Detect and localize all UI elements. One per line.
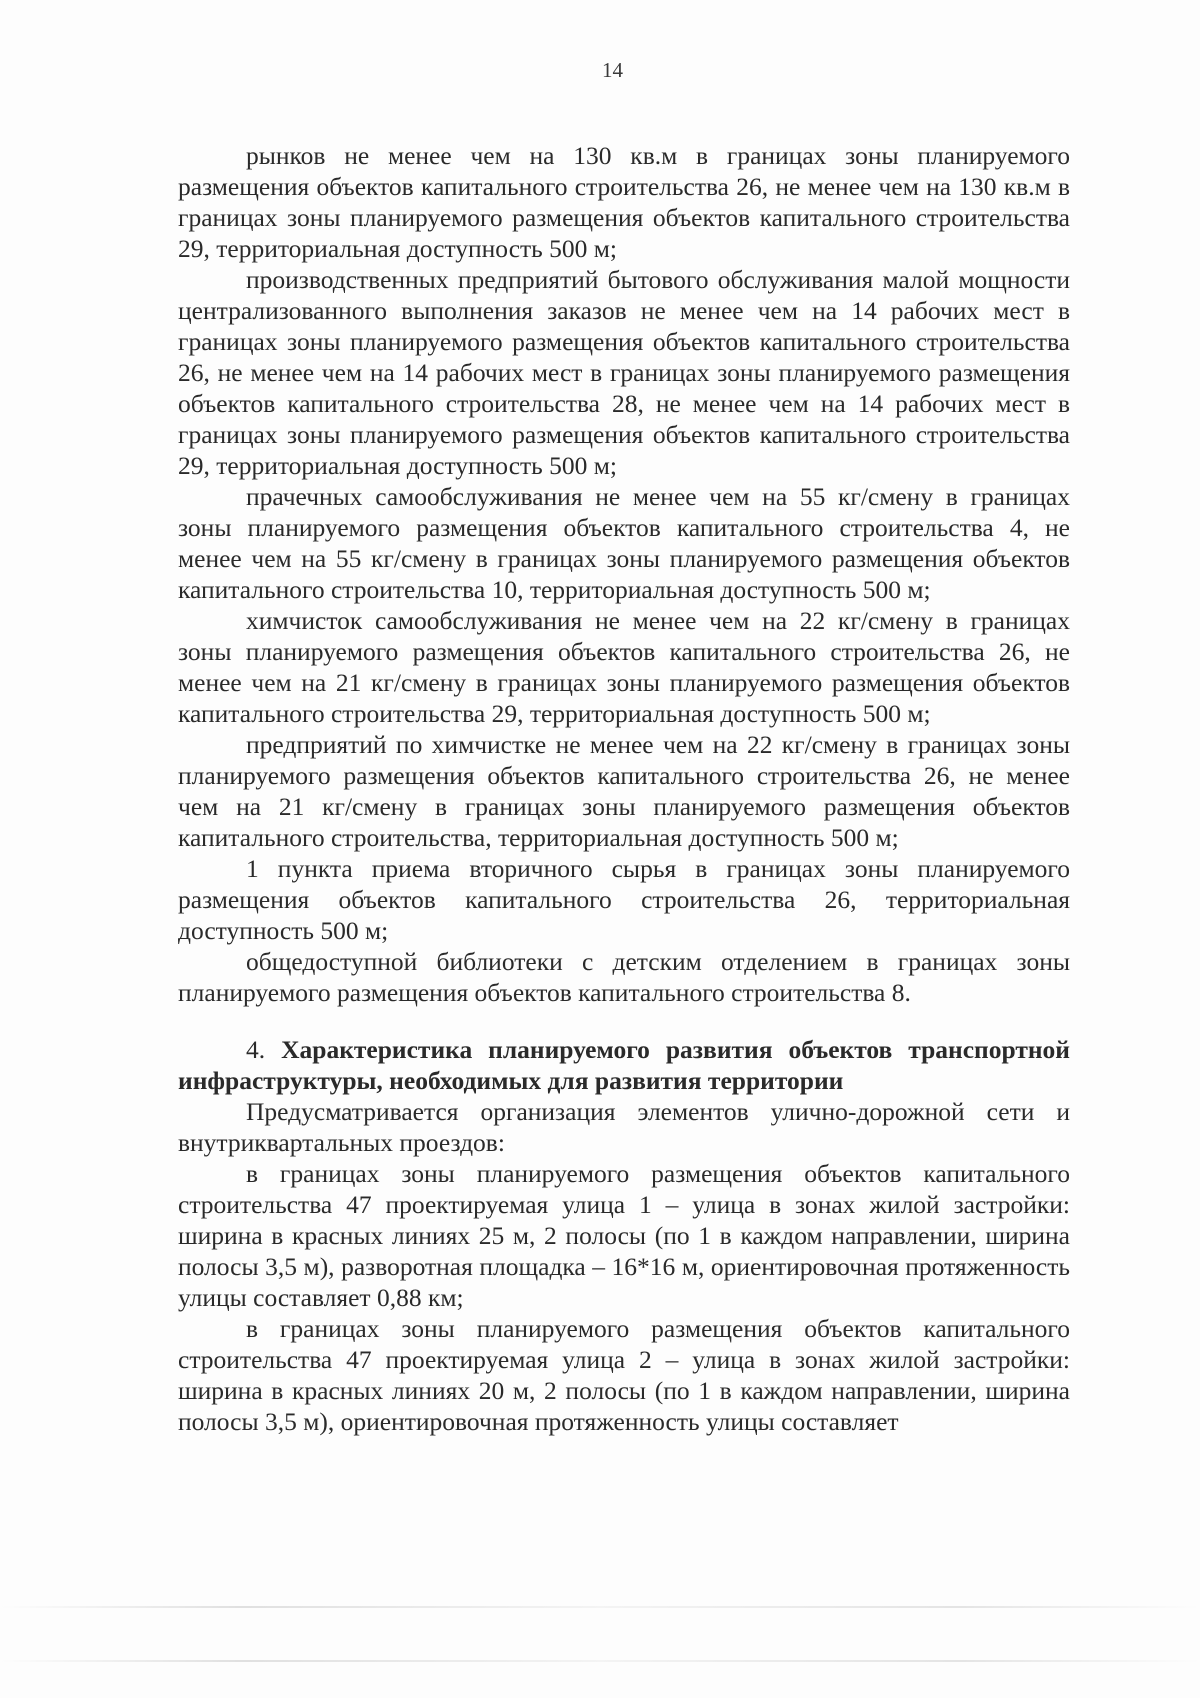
paragraph-laundries: прачечных самообслуживания не менее чем на 55 кг/смену в границах зоны планируемого размещения объектов капитального строительства 4, не менее чем на 55 кг/смену в границах зоны планируемого размещения объектов капитального строительства 10, территориальная доступность 500 м; [178,482,1070,604]
document-body [178,140,1070,1437]
scan-artifact-line [0,1660,1200,1662]
scan-artifact-line [0,1606,1200,1608]
paragraph-self-service-dry-cleaning: химчисток самообслуживания не менее чем на 22 кг/смену в границах зоны планируемого размещения объектов капитального строительства 26, не менее чем на 21 кг/смену в границах зоны планируемого размещения объектов капитального строительства 29, территориальная доступность 500 м; [178,606,1070,728]
paragraph-recycling-point: 1 пункта приема вторичного сырья в границах зоны планируемого размещения объектов капитального строительства 26, территориальная доступность 500 м; [178,854,1070,945]
paragraph-dry-cleaning-enterprises: предприятий по химчистке не менее чем на 22 кг/смену в границах зоны планируемого размещения объектов капитального строительства 26, не менее чем на 21 кг/смену в границах зоны планируемого размещения объектов капитального строительства, территориальная доступность 500 м; [178,730,1070,852]
section-title: Характеристика планируемого развития объектов транспортной инфраструктуры, необходимых для развития территории [178,1035,1071,1095]
paragraph-production-services: производственных предприятий бытового обслуживания малой мощности централизованного выполнения заказов не менее чем на 14 рабочих мест в границах зоны планируемого размещения объектов капитального строительства 26, не менее чем на 14 рабочих мест в границах зоны планируемого размещения объектов капитального строительства 28, не менее чем на 14 рабочих мест в границах зоны планируемого размещения объектов капитального строительства 29, территориальная доступность 500 м; [178,265,1070,480]
paragraph-street-1: в границах зоны планируемого размещения объектов капитального строительства 47 проектируемая улица 1 – улица в зонах жилой застройки: ширина в красных линиях 25 м, 2 полосы (по 1 в каждом направлении, ширина полосы 3,5 м), разворотная площадка – 16*16 м, ориентировочная протяженность улицы составляет 0,88 км; [178,1159,1070,1312]
section-number: 4. [246,1035,266,1064]
paragraph-road-network-intro: Предусматривается организация элементов улично-дорожной сети и внутриквартальных проездов: [178,1097,1070,1157]
section-heading [178,1034,1070,1096]
paragraph-library: общедоступной библиотеки с детским отделением в границах зоны планируемого размещения объектов капитального строительства 8. [178,947,1070,1007]
paragraph-markets: рынков не менее чем на 130 кв.м в границах зоны планируемого размещения объектов капитального строительства 26, не менее чем на 130 кв.м в границах зоны планируемого размещения объектов капитального строительства 29, территориальная доступность 500 м; [178,141,1070,263]
paragraph-street-2: в границах зоны планируемого размещения объектов капитального строительства 47 проектируемая улица 2 – улица в зонах жилой застройки: ширина в красных линиях 20 м, 2 полосы (по 1 в каждом направлении, ширина полосы 3,5 м), ориентировочная протяженность улицы составляет [178,1314,1070,1436]
page-number: 14 [602,58,623,82]
